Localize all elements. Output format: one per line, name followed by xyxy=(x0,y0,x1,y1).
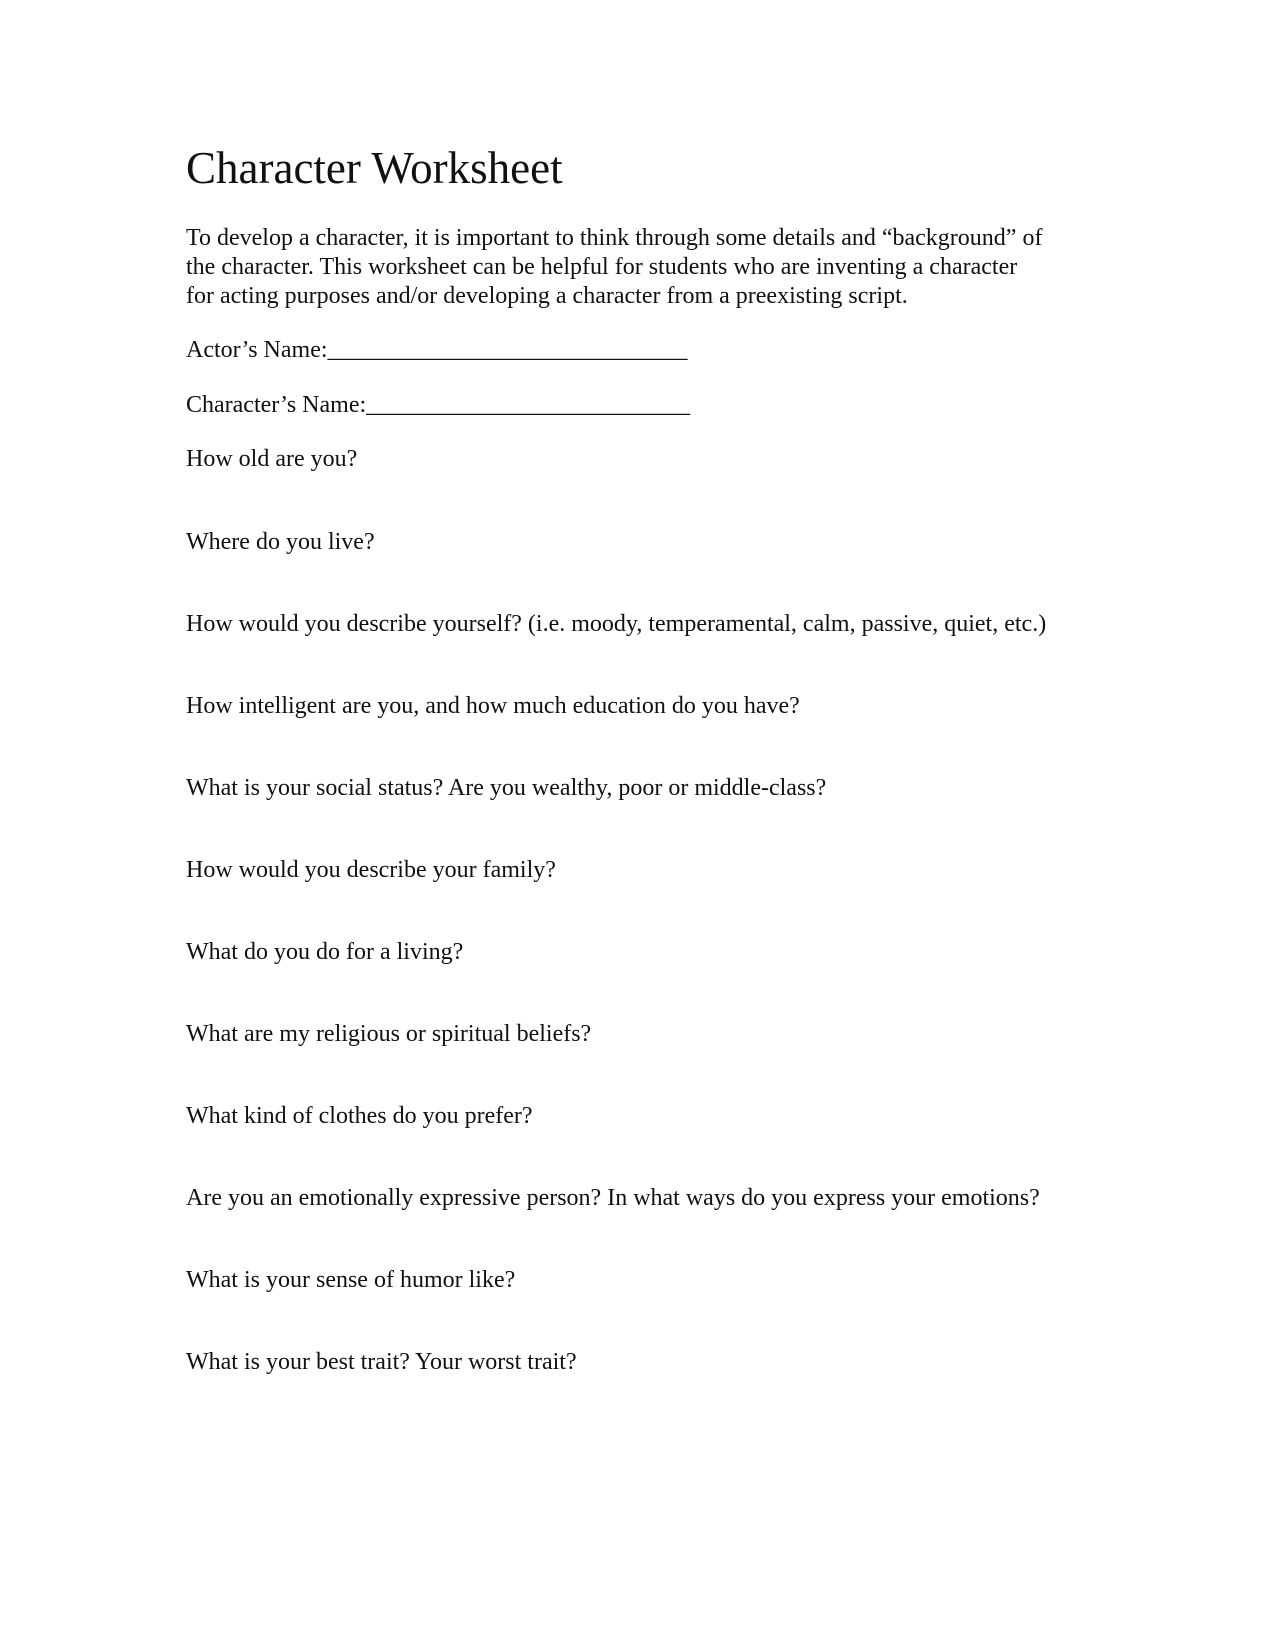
intro-line: the character. This worksheet can be helpful for students who are inventing a character xyxy=(186,254,1018,280)
question-beliefs: What are my religious or spiritual beliefs? xyxy=(186,1021,592,1047)
intro-line: To develop a character, it is important to think through some details and “background” of xyxy=(186,225,1043,251)
actor-name-field: Actor’s Name:______________________________ xyxy=(186,337,688,363)
question-emotional-expression: Are you an emotionally expressive person? In what ways do you express your emotions? xyxy=(186,1185,1040,1211)
question-intelligence-education: How intelligent are you, and how much education do you have? xyxy=(186,693,800,719)
intro-line: for acting purposes and/or developing a character from a preexisting script. xyxy=(186,283,908,309)
question-residence: Where do you live? xyxy=(186,529,375,555)
question-age: How old are you? xyxy=(186,446,358,472)
question-clothes: What kind of clothes do you prefer? xyxy=(186,1103,533,1129)
question-self-description: How would you describe yourself? (i.e. moody, temperamental, calm, passive, quiet, etc.) xyxy=(186,611,1047,637)
question-traits: What is your best trait? Your worst trait? xyxy=(186,1349,577,1375)
question-humor: What is your sense of humor like? xyxy=(186,1267,516,1293)
question-occupation: What do you do for a living? xyxy=(186,939,464,965)
question-family: How would you describe your family? xyxy=(186,857,556,883)
intro-paragraph xyxy=(186,224,1106,311)
page-title: Character Worksheet xyxy=(186,143,563,193)
question-social-status: What is your social status? Are you wealthy, poor or middle-class? xyxy=(186,775,827,801)
character-name-field: Character’s Name:___________________________ xyxy=(186,392,691,418)
